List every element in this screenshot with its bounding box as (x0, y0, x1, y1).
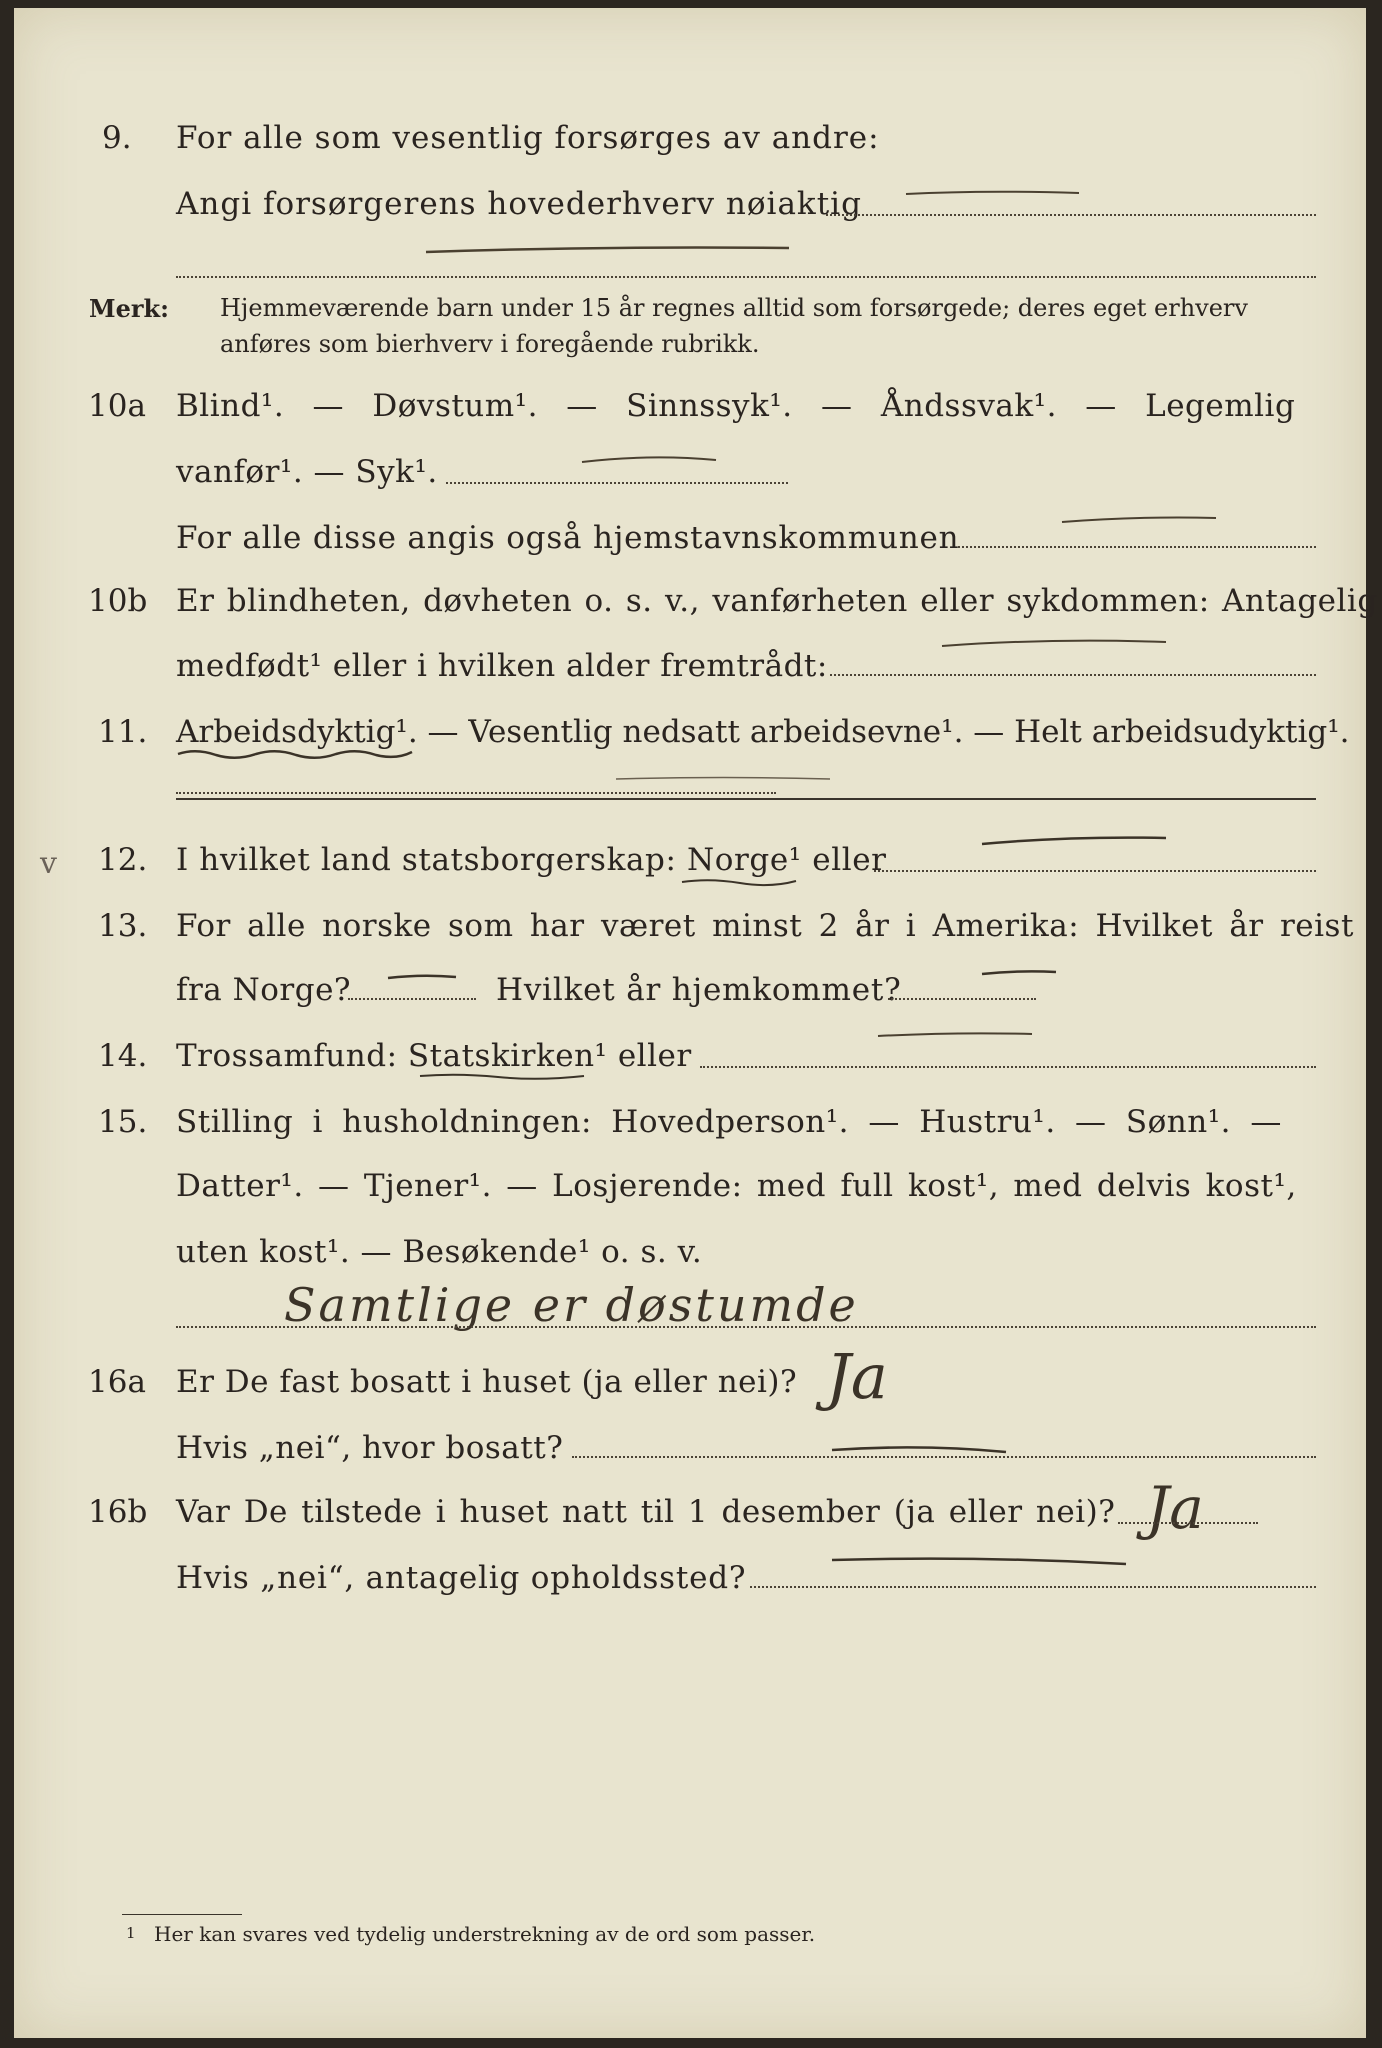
question-11-dash-mark (614, 774, 834, 784)
question-9-number: 9. (102, 120, 132, 156)
question-12-line-1: I hvilket land statsborgerskap: Norge¹ eller (176, 842, 887, 878)
question-10b-number: 10b (88, 583, 148, 619)
question-15-line-1: Stilling i husholdningen: Hovedperson¹. — Hustru¹. — Sønn¹. — (176, 1104, 1282, 1140)
question-10a-dash-mark-2 (1060, 514, 1220, 526)
margin-check-mark: v (40, 846, 57, 881)
question-16b-line-2: Hvis „nei“, antagelig opholdssted? (176, 1560, 747, 1596)
question-10b-line-1: Er blindheten, døvheten o. s. v., vanførheten eller sykdommen: Antagelig (176, 583, 1378, 619)
question-11-line-1: Arbeidsdyktig¹. — Vesentlig nedsatt arbeidsevne¹. — Helt arbeidsudyktig¹. (176, 714, 1350, 750)
question-16a-handwritten-answer: Ja (826, 1340, 888, 1413)
census-form-page (14, 8, 1378, 2038)
question-13-return-line (888, 998, 1036, 1000)
question-16a-line-1: Er De fast bosatt i huset (ja eller nei)? (176, 1364, 798, 1400)
question-10a-number: 10a (88, 388, 146, 424)
question-16a-answer-line (572, 1456, 1316, 1458)
question-11-underline-scribble (176, 746, 416, 764)
question-12-dash-mark (980, 834, 1170, 848)
question-14-answer-line (700, 1066, 1316, 1068)
question-10b-answer-line (830, 674, 1316, 676)
footnote-text: Her kan svares ved tydelig understrekning av de ord som passer. (154, 1922, 816, 1946)
question-16a-line-2: Hvis „nei“, hvor bosatt? (176, 1430, 564, 1466)
question-13-number: 13. (98, 908, 148, 944)
question-13-dash-mark (386, 972, 458, 982)
question-14-dash-mark (876, 1030, 1036, 1040)
question-16a-number: 16a (88, 1364, 146, 1400)
question-13-dash-mark-2 (980, 968, 1060, 978)
footnote-mark: 1 (126, 1924, 136, 1942)
question-13-line-2b: Hvilket år hjemkommet? (496, 972, 902, 1008)
question-11-number: 11. (98, 714, 148, 750)
question-10a-line-2: vanfør¹. — Syk¹. (176, 454, 438, 490)
question-14-underline-scribble (418, 1072, 588, 1084)
question-16a-dash-mark (830, 1442, 1010, 1456)
question-15-handwritten-answer: Samtlige er døstumde (284, 1278, 859, 1332)
question-12-answer-line (874, 870, 1316, 872)
note-label: Merk: (89, 294, 169, 323)
question-10b-dash-mark (940, 636, 1170, 650)
question-15-line-3: uten kost¹. — Besøkende¹ o. s. v. (176, 1234, 703, 1270)
question-16b-number: 16b (88, 1494, 148, 1530)
question-16b-handwritten-answer: Ja (1146, 1474, 1204, 1542)
question-11-answer-line (176, 792, 776, 794)
question-10b-line-2: medfødt¹ eller i hvilken alder fremtrådt: (176, 648, 828, 684)
question-9-line-1: For alle som vesentlig forsørges av andre: (176, 120, 880, 156)
note-line-2: anføres som bierhverv i foregående rubrikk. (220, 330, 760, 358)
question-13-departure-line (348, 998, 476, 1000)
question-10a-dash-mark (580, 454, 720, 468)
question-12-underline-scribble (680, 876, 800, 890)
question-10a-home-line (958, 546, 1316, 548)
question-15-answer-line (176, 1326, 1316, 1328)
question-13-line-1: For alle norske som har været minst 2 år i Amerika: Hvilket år reist (176, 908, 1354, 944)
question-9-dash-mark (904, 188, 1084, 198)
section-divider (176, 798, 1316, 800)
question-10a-line-1: Blind¹. — Døvstum¹. — Sinnssyk¹. — Åndssvak¹. — Legemlig (176, 388, 1296, 424)
question-14-number: 14. (98, 1038, 148, 1074)
question-14-line-1: Trossamfund: Statskirken¹ eller (176, 1038, 692, 1074)
question-13-line-2a: fra Norge? (176, 972, 352, 1008)
question-9-answer-line (826, 214, 1316, 216)
question-16b-line-1: Var De tilstede i huset natt til 1 desember (ja eller nei)? (176, 1494, 1116, 1530)
question-12-number: 12. (98, 842, 148, 878)
question-9-dash-mark-2 (424, 242, 794, 256)
question-10a-answer-line (446, 482, 788, 484)
question-15-number: 15. (98, 1104, 148, 1140)
question-10a-line-3: For alle disse angis også hjemstavnskommunen (176, 520, 960, 556)
question-16b-answer-line (1118, 1522, 1258, 1524)
question-9-line-2: Angi forsørgerens hovederhverv nøiaktig (176, 186, 862, 222)
question-9-continuation-line (176, 276, 1316, 278)
question-15-line-2: Datter¹. — Tjener¹. — Losjerende: med full kost¹, med delvis kost¹, (176, 1168, 1297, 1204)
footnote-rule (122, 1914, 242, 1915)
question-16b-location-line (750, 1586, 1316, 1588)
note-line-1: Hjemmeværende barn under 15 år regnes alltid som forsørgede; deres eget erhverv (220, 294, 1248, 322)
question-16b-dash-mark (830, 1554, 1130, 1574)
